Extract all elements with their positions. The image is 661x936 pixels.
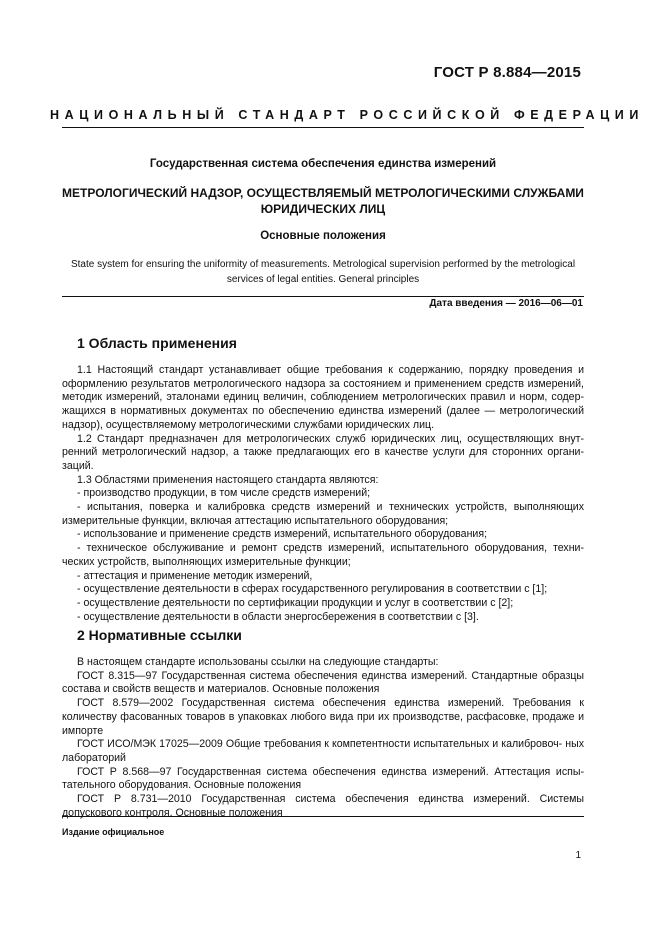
sub-title: Основные положения bbox=[260, 230, 386, 242]
footer-divider bbox=[62, 816, 584, 817]
list-item: - осуществление деятельности по сертификации продукции и услуг в соответствии с [2]; bbox=[77, 596, 514, 609]
list-item: - аттестация и применение методик измерений, bbox=[77, 569, 313, 582]
list-item: - производство продукции, в том числе средств измерений; bbox=[77, 487, 371, 500]
reference-item: ГОСТ Р 8.731—2010 Государственная система обеспечения единства измерений. Системы допускового контроля. Основные положения bbox=[62, 793, 584, 819]
main-title bbox=[62, 185, 584, 217]
reference-item: ГОСТ 8.315—97 Государственная система обеспечения единства измерений. Стандартные образцы состава и свойств веществ и материалов. Основные положения bbox=[62, 669, 584, 696]
main-title-line-2: ЮРИДИЧЕСКИХ ЛИЦ bbox=[260, 202, 386, 216]
paragraph: 1.1 Настоящий стандарт устанавливает общие требования к содержанию, порядку проведения и оформлению результатов метрологического надзора за состоянием и применением средств измерений, методик измерений, эталонами единиц величин, соблюдением метрологических правил и норм, содер- жащихся в нормативных документах по обеспечению единства измерений (далее — метрологический надзор), осуществляемому метрологическими службами юридических лиц. bbox=[62, 364, 584, 431]
edition-label: Издание официальное bbox=[62, 827, 165, 837]
reference-item: ГОСТ ИСО/МЭК 17025—2009 Общие требования к компетентности испытательных и калибровоч- ных лабораторий bbox=[62, 738, 584, 764]
header-divider bbox=[62, 127, 584, 128]
system-title: Государственная система обеспечения единства измерений bbox=[149, 158, 497, 170]
paragraph: 1.2 Стандарт предназначен для метрологических служб юридических лиц, осуществляющих внут- ренний метрологический надзор, а также предлагающих его в качестве услуги для сторонних органи- заций. bbox=[62, 432, 584, 472]
paragraph: В настоящем стандарте использованы ссылки на следующие стандарты: bbox=[77, 656, 439, 668]
english-title-line-1: State system for ensuring the uniformity of measurements. Metrological supervision performed by the metrological bbox=[70, 259, 576, 270]
gost-number: ГОСТ Р 8.884—2015 bbox=[433, 64, 581, 81]
intro-date: Дата введения — 2016—06—01 bbox=[429, 298, 583, 309]
list-item: - техническое обслуживание и ремонт средств измерений, испытательного оборудования, техни- ческих устройств, выполняющих измерительные функции; bbox=[62, 542, 584, 568]
english-title bbox=[62, 257, 584, 287]
english-title-line-2: services of legal entities. General principles bbox=[226, 274, 420, 285]
list-item: - использование и применение средств измерений, испытательного оборудования; bbox=[77, 528, 488, 541]
section-2-body bbox=[62, 656, 584, 820]
national-standard-banner: НАЦИОНАЛЬНЫЙ СТАНДАРТ РОССИЙСКОЙ ФЕДЕРАЦИИ bbox=[50, 108, 644, 122]
main-title-line-1: МЕТРОЛОГИЧЕСКИЙ НАДЗОР, ОСУЩЕСТВЛЯЕМЫЙ МЕТРОЛОГИЧЕСКИМИ СЛУЖБАМИ bbox=[62, 186, 584, 200]
title-divider bbox=[62, 296, 584, 297]
paragraph: 1.3 Областями применения настоящего стандарта являются: bbox=[77, 473, 379, 486]
reference-item: ГОСТ 8.579—2002 Государственная система обеспечения единства измерений. Требования к количеству фасованных товаров в упаковках любого вида при их производстве, расфасовке, продаже и импорте bbox=[62, 697, 584, 737]
section-1-heading: 1 Область применения bbox=[77, 335, 237, 351]
list-item: - осуществление деятельности в сферах государственного регулирования в соответствии с [1]; bbox=[77, 583, 548, 596]
list-item: - осуществление деятельности в области энергосбережения в соответствии с [3]. bbox=[77, 610, 479, 623]
section-2-heading: 2 Нормативные ссылки bbox=[77, 627, 242, 643]
page-number: 1 bbox=[575, 850, 581, 861]
list-item: - испытания, поверка и калибровка средств измерений и технических устройств, выполняющих измерительные функции, включая аттестацию испытательного оборудования; bbox=[62, 501, 584, 527]
reference-item: ГОСТ Р 8.568—97 Государственная система обеспечения единства измерений. Аттестация испы- тательного оборудования. Основные положения bbox=[62, 765, 584, 792]
section-1-body bbox=[62, 364, 584, 624]
